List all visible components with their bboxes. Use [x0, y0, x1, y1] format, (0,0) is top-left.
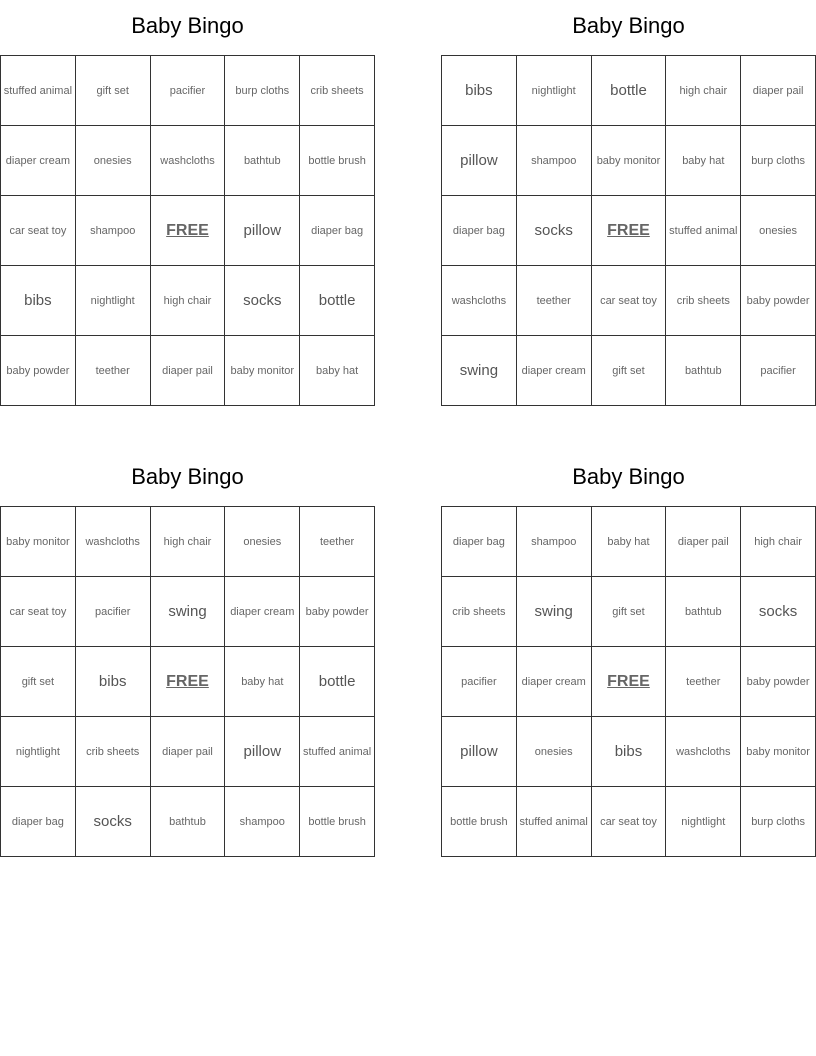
bingo-cell: bottle: [300, 266, 375, 336]
bingo-grid: [441, 506, 816, 857]
bingo-cell: socks: [741, 577, 816, 647]
bingo-cell: diaper cream: [225, 577, 300, 647]
bingo-cell: gift set: [592, 577, 667, 647]
bingo-cell: high chair: [666, 56, 741, 126]
bingo-cell: pacifier: [151, 56, 226, 126]
bingo-cell: burp cloths: [225, 56, 300, 126]
bingo-cell: crib sheets: [76, 717, 151, 787]
bingo-cell: stuffed animal: [666, 196, 741, 266]
free-space-cell: FREE: [592, 196, 667, 266]
bingo-cell: bibs: [1, 266, 76, 336]
bingo-cell: onesies: [741, 196, 816, 266]
bingo-cell: washcloths: [666, 717, 741, 787]
bingo-cell: bibs: [442, 56, 517, 126]
bingo-cell: shampoo: [517, 126, 592, 196]
bingo-cell: bathtub: [666, 336, 741, 406]
bingo-cell: bottle: [300, 647, 375, 717]
bingo-cell: bibs: [76, 647, 151, 717]
bingo-cell: baby monitor: [741, 717, 816, 787]
bingo-cell: diaper cream: [517, 647, 592, 717]
bingo-cell: pillow: [442, 717, 517, 787]
bingo-cell: bibs: [592, 717, 667, 787]
bingo-cell: baby hat: [225, 647, 300, 717]
bingo-cell: car seat toy: [592, 787, 667, 857]
bingo-cell: bathtub: [225, 126, 300, 196]
bingo-cell: crib sheets: [666, 266, 741, 336]
bingo-cell: washcloths: [151, 126, 226, 196]
bingo-cell: stuffed animal: [300, 717, 375, 787]
bingo-cell: shampoo: [517, 507, 592, 577]
bingo-cell: pacifier: [76, 577, 151, 647]
bingo-cell: baby monitor: [225, 336, 300, 406]
bingo-cell: pillow: [225, 717, 300, 787]
bingo-cell: bathtub: [666, 577, 741, 647]
free-space-cell: FREE: [151, 196, 226, 266]
bingo-cell: burp cloths: [741, 787, 816, 857]
bingo-cell: diaper pail: [666, 507, 741, 577]
bingo-cell: teether: [666, 647, 741, 717]
card-title: Baby Bingo: [572, 464, 685, 489]
bingo-cell: baby monitor: [1, 507, 76, 577]
bingo-cell: bottle brush: [300, 787, 375, 857]
bingo-cell: washcloths: [442, 266, 517, 336]
bingo-cell: baby powder: [1, 336, 76, 406]
bingo-cell: socks: [76, 787, 151, 857]
bingo-cell: gift set: [76, 56, 151, 126]
bingo-cell: high chair: [741, 507, 816, 577]
bingo-cell: baby powder: [741, 647, 816, 717]
card-title: Baby Bingo: [131, 13, 244, 38]
bingo-cell: socks: [225, 266, 300, 336]
bingo-cell: baby hat: [300, 336, 375, 406]
bingo-cell: teether: [517, 266, 592, 336]
bingo-cell: onesies: [76, 126, 151, 196]
bingo-cell: bathtub: [151, 787, 226, 857]
bingo-cell: diaper bag: [442, 507, 517, 577]
bingo-cell: car seat toy: [1, 577, 76, 647]
bingo-cell: diaper cream: [1, 126, 76, 196]
bingo-cell: bottle: [592, 56, 667, 126]
bingo-cell: burp cloths: [741, 126, 816, 196]
card-title: Baby Bingo: [572, 13, 685, 38]
bingo-cell: shampoo: [76, 196, 151, 266]
bingo-cell: high chair: [151, 266, 226, 336]
bingo-cell: diaper bag: [1, 787, 76, 857]
bingo-cell: car seat toy: [1, 196, 76, 266]
bingo-cell: pacifier: [442, 647, 517, 717]
bingo-cell: diaper pail: [741, 56, 816, 126]
bingo-cell: nightlight: [666, 787, 741, 857]
bingo-cell: diaper bag: [300, 196, 375, 266]
bingo-cell: bottle brush: [442, 787, 517, 857]
bingo-cell: diaper bag: [442, 196, 517, 266]
bingo-cell: gift set: [1, 647, 76, 717]
free-space-cell: FREE: [592, 647, 667, 717]
bingo-cell: washcloths: [76, 507, 151, 577]
bingo-cell: diaper pail: [151, 717, 226, 787]
bingo-cell: swing: [517, 577, 592, 647]
bingo-cell: teether: [76, 336, 151, 406]
bingo-cell: nightlight: [76, 266, 151, 336]
bingo-cell: swing: [151, 577, 226, 647]
bingo-cell: stuffed animal: [517, 787, 592, 857]
card-title: Baby Bingo: [131, 464, 244, 489]
bingo-cell: onesies: [517, 717, 592, 787]
bingo-grid: [0, 55, 375, 406]
bingo-cell: pillow: [442, 126, 517, 196]
bingo-cell: crib sheets: [300, 56, 375, 126]
bingo-cell: crib sheets: [442, 577, 517, 647]
free-space-cell: FREE: [151, 647, 226, 717]
bingo-cell: car seat toy: [592, 266, 667, 336]
bingo-cell: baby hat: [592, 507, 667, 577]
bingo-cell: swing: [442, 336, 517, 406]
bingo-cell: pacifier: [741, 336, 816, 406]
bingo-cell: baby powder: [741, 266, 816, 336]
bingo-cell: high chair: [151, 507, 226, 577]
bingo-cell: stuffed animal: [1, 56, 76, 126]
bingo-cell: teether: [300, 507, 375, 577]
bingo-grid: [0, 506, 375, 857]
bingo-cell: pillow: [225, 196, 300, 266]
bingo-cell: nightlight: [1, 717, 76, 787]
bingo-cell: onesies: [225, 507, 300, 577]
bingo-cell: socks: [517, 196, 592, 266]
bingo-cell: diaper cream: [517, 336, 592, 406]
bingo-cell: baby powder: [300, 577, 375, 647]
bingo-cell: diaper pail: [151, 336, 226, 406]
bingo-cell: nightlight: [517, 56, 592, 126]
bingo-cell: bottle brush: [300, 126, 375, 196]
bingo-cell: baby monitor: [592, 126, 667, 196]
bingo-cell: baby hat: [666, 126, 741, 196]
bingo-cell: shampoo: [225, 787, 300, 857]
bingo-cell: gift set: [592, 336, 667, 406]
bingo-grid: [441, 55, 816, 406]
